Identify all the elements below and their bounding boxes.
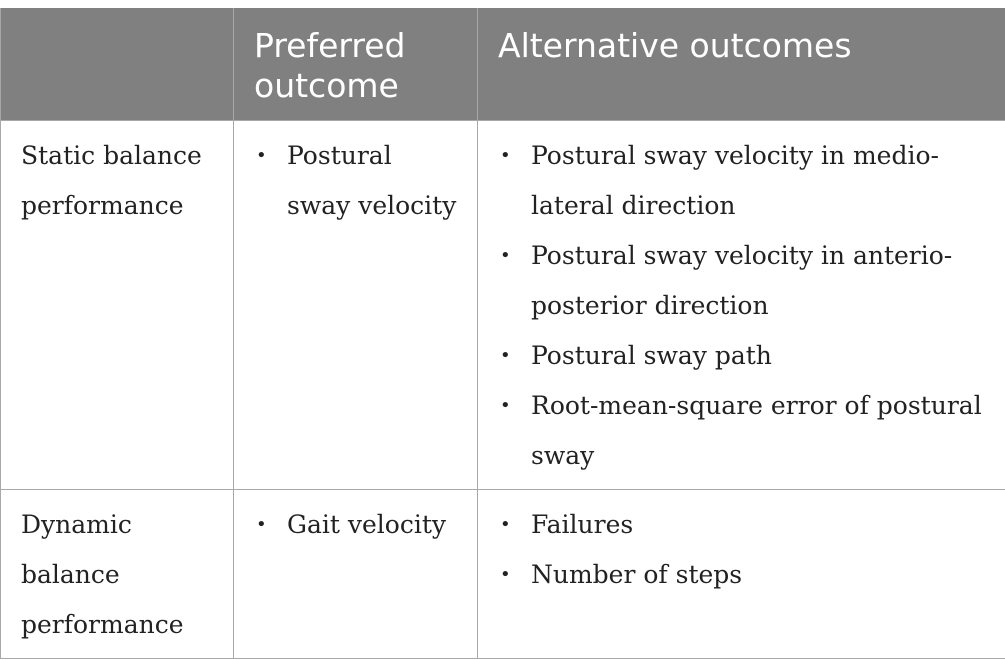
preferred-list <box>254 131 461 231</box>
outcomes-table <box>0 8 1005 659</box>
list-item-text: Number of steps <box>531 560 743 589</box>
header-empty-cell <box>1 8 234 121</box>
alternative-list <box>498 500 989 600</box>
list-item-text: Postural sway velocity <box>287 141 457 220</box>
list-item-text: Failures <box>531 510 634 539</box>
list-item <box>498 331 989 381</box>
preferred-cell <box>234 121 478 490</box>
list-item <box>254 500 461 550</box>
list-item <box>498 500 989 550</box>
preferred-cell <box>234 490 478 659</box>
table-row <box>1 121 1005 490</box>
list-item-text: Postural sway velocity in medio-lateral direction <box>531 141 939 220</box>
list-item <box>254 131 461 231</box>
bullet-icon: • <box>256 145 267 166</box>
bullet-icon: • <box>500 514 511 535</box>
bullet-icon: • <box>500 345 511 366</box>
list-item <box>498 131 989 231</box>
header-row <box>1 8 1005 121</box>
bullet-icon: • <box>500 145 511 166</box>
list-item <box>498 381 989 481</box>
bullet-icon: • <box>256 514 267 535</box>
preferred-list <box>254 500 461 550</box>
list-item-text: Postural sway velocity in anterio-posterior direction <box>531 241 953 320</box>
list-item-text: Postural sway path <box>531 341 772 370</box>
alternative-cell <box>478 490 1005 659</box>
category-cell: Dynamic balance performance <box>1 490 234 659</box>
bullet-icon: • <box>500 395 511 416</box>
alternative-cell <box>478 121 1005 490</box>
header-preferred-outcome: Preferred outcome <box>234 8 478 121</box>
list-item-text: Gait velocity <box>287 510 446 539</box>
category-cell: Static balance performance <box>1 121 234 490</box>
bullet-icon: • <box>500 245 511 266</box>
list-item-text: Root-mean-square error of postural sway <box>531 391 982 470</box>
table-row <box>1 490 1005 659</box>
bullet-icon: • <box>500 564 511 585</box>
header-alternative-outcomes: Alternative outcomes <box>478 8 1005 121</box>
list-item <box>498 550 989 600</box>
list-item <box>498 231 989 331</box>
alternative-list <box>498 131 989 481</box>
